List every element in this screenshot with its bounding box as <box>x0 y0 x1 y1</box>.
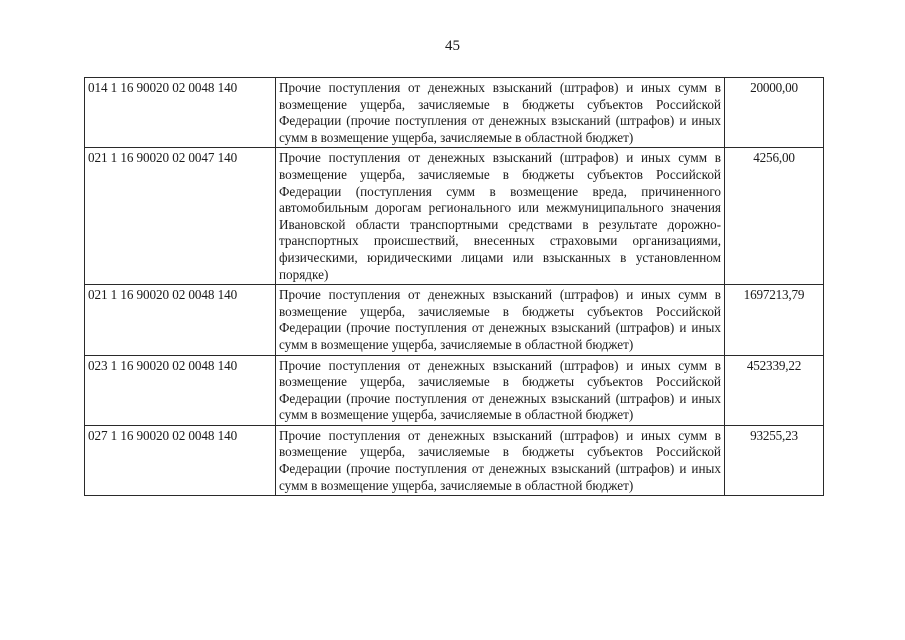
revenue-description: Прочие поступления от денежных взысканий (штрафов) и иных сумм в возмещение ущерба, зачисляемые в бюджеты субъектов Российской Федерации (поступления сумм в возмещение вреда, причиненного автомобильным дорогам регионального или межмуниципального значения Ивановской области транспортными средствами в результате дорожно-транспортных происшествий, внесенных страховыми организациями, физическими, юридическими лицами или взысканных в установленном порядке) <box>276 148 725 285</box>
revenue-amount: 4256,00 <box>725 148 824 285</box>
budget-revenue-table <box>84 77 824 496</box>
budget-classification-code: 021 1 16 90020 02 0048 140 <box>85 285 276 355</box>
budget-classification-code: 023 1 16 90020 02 0048 140 <box>85 355 276 425</box>
budget-classification-code: 021 1 16 90020 02 0047 140 <box>85 148 276 285</box>
budget-classification-code: 027 1 16 90020 02 0048 140 <box>85 425 276 495</box>
revenue-amount: 20000,00 <box>725 78 824 148</box>
revenue-amount: 452339,22 <box>725 355 824 425</box>
table-row <box>85 355 824 425</box>
budget-classification-code: 014 1 16 90020 02 0048 140 <box>85 78 276 148</box>
revenue-description: Прочие поступления от денежных взысканий (штрафов) и иных сумм в возмещение ущерба, зачисляемые в бюджеты субъектов Российской Федерации (прочие поступления от денежных взысканий (штрафов) и иных сумм в возмещение ущерба, зачисляемые в областной бюджет) <box>276 78 725 148</box>
page-number: 45 <box>445 38 460 54</box>
table-row <box>85 78 824 148</box>
table-row <box>85 148 824 285</box>
table-row <box>85 285 824 355</box>
revenue-amount: 1697213,79 <box>725 285 824 355</box>
table-row <box>85 425 824 495</box>
revenue-description: Прочие поступления от денежных взысканий (штрафов) и иных сумм в возмещение ущерба, зачисляемые в бюджеты субъектов Российской Федерации (прочие поступления от денежных взысканий (штрафов) и иных сумм в возмещение ущерба, зачисляемые в областной бюджет) <box>276 285 725 355</box>
revenue-description: Прочие поступления от денежных взысканий (штрафов) и иных сумм в возмещение ущерба, зачисляемые в бюджеты субъектов Российской Федерации (прочие поступления от денежных взысканий (штрафов) и иных сумм в возмещение ущерба, зачисляемые в областной бюджет) <box>276 355 725 425</box>
revenue-amount: 93255,23 <box>725 425 824 495</box>
revenue-description: Прочие поступления от денежных взысканий (штрафов) и иных сумм в возмещение ущерба, зачисляемые в бюджеты субъектов Российской Федерации (прочие поступления от денежных взысканий (штрафов) и иных сумм в возмещение ущерба, зачисляемые в областной бюджет) <box>276 425 725 495</box>
